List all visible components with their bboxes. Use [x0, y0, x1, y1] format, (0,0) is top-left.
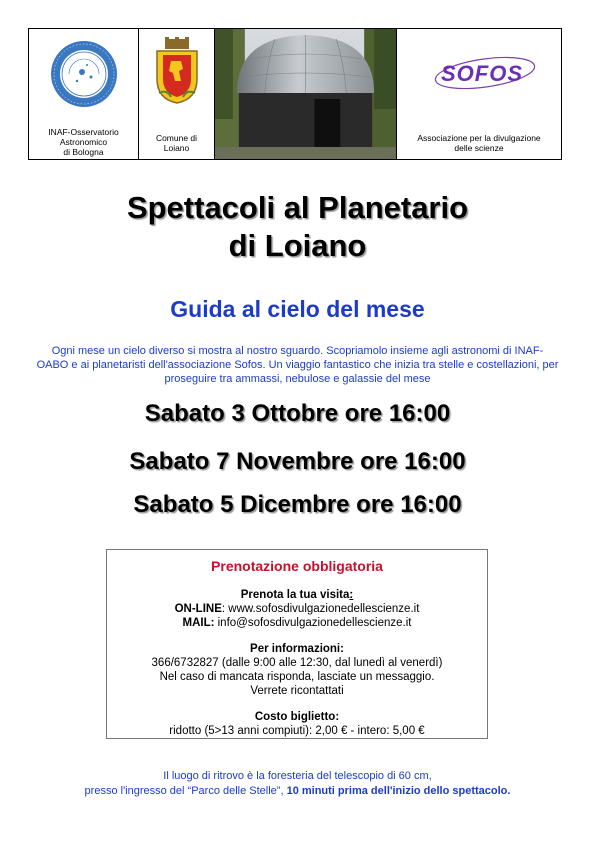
sofos-caption-line: Associazione per la divulgazione	[417, 133, 541, 143]
inaf-caption-line: Astronomico	[59, 137, 108, 147]
prenota-colon: :	[349, 589, 354, 601]
sofos-cell	[397, 29, 561, 159]
booking-title: Prenotazione obbligatoria	[211, 558, 383, 574]
prenota-line	[107, 588, 487, 602]
inaf-caption-line: di Bologna	[63, 147, 104, 157]
inaf-caption-line: INAF-Osservatorio	[48, 127, 119, 137]
page-title-line2: di Loiano	[228, 228, 367, 263]
comune-caption-line: Comune di	[155, 133, 198, 143]
prenota-label: Prenota la tua visita	[240, 589, 350, 601]
comune-caption-line: Loiano	[163, 143, 190, 153]
event-date: Sabato 7 Novembre ore 16:00	[129, 448, 466, 475]
footer-line2-text: presso l'ingresso del “Parco delle Stelle”,	[84, 785, 287, 797]
inaf-cell	[29, 29, 139, 159]
message-line: Nel caso di mancata risponda, lasciate un messaggio.	[159, 671, 435, 683]
online-label: ON-LINE	[174, 603, 222, 615]
loiano-coat-of-arms-icon	[153, 37, 201, 110]
online-line	[107, 602, 487, 616]
message-line: Verrete ricontattati	[250, 685, 344, 697]
mail-label: MAIL:	[182, 617, 215, 629]
page-title-line1: Spettacoli al Planetario	[126, 190, 469, 225]
inaf-caption	[29, 127, 138, 157]
comune-cell	[139, 29, 215, 159]
planetarium-photo-cell	[215, 29, 397, 159]
mail-line	[107, 616, 487, 630]
phone-line: 366/6732827 (dalle 9:00 alle 12:30, dal lunedì al venerdì)	[151, 657, 443, 669]
booking-box	[106, 549, 488, 739]
sofos-logo	[427, 51, 537, 100]
header-logo-table	[28, 28, 562, 160]
footer-line2-bold: 10 minuti prima dell'inizio dello spettacolo.	[286, 785, 511, 797]
intro-paragraph: Ogni mese un cielo diverso si mostra al nostro sguardo. Scopriamolo insieme agli astronomi di INAF-OABO e ai planetaristi dell'associazione Sofos. Un viaggio fantastico che inizia tra stelle e costellazioni, per proseguire tra ammassi, nebulose e galassie del mese	[36, 345, 559, 385]
cost-value: ridotto (5>13 anni compiuti): 2,00 € - intero: 5,00 €	[169, 725, 425, 737]
event-date: Sabato 5 Dicembre ore 16:00	[133, 491, 462, 518]
inaf-logo	[49, 39, 119, 114]
sofos-caption-line: delle scienze	[454, 143, 504, 153]
footer-line1: Il luogo di ritrovo è la foresteria del telescopio di 60 cm,	[163, 770, 432, 782]
comune-caption	[139, 133, 214, 153]
meeting-point-note	[0, 769, 595, 799]
info-label: Per informazioni:	[250, 643, 344, 655]
planetarium-dome-photo	[215, 29, 396, 159]
cost-label: Costo biglietto:	[254, 711, 340, 723]
svg-text:SOFOS: SOFOS	[441, 61, 524, 86]
online-url-link[interactable]: : www.sofosdivulgazionedellescienze.it	[221, 603, 420, 615]
event-date: Sabato 3 Ottobre ore 16:00	[144, 400, 451, 427]
sofos-caption	[397, 133, 561, 153]
subtitle: Guida al cielo del mese	[170, 296, 425, 322]
footer-line2	[0, 784, 595, 799]
mail-address-link[interactable]: info@sofosdivulgazionedellescienze.it	[214, 617, 412, 629]
